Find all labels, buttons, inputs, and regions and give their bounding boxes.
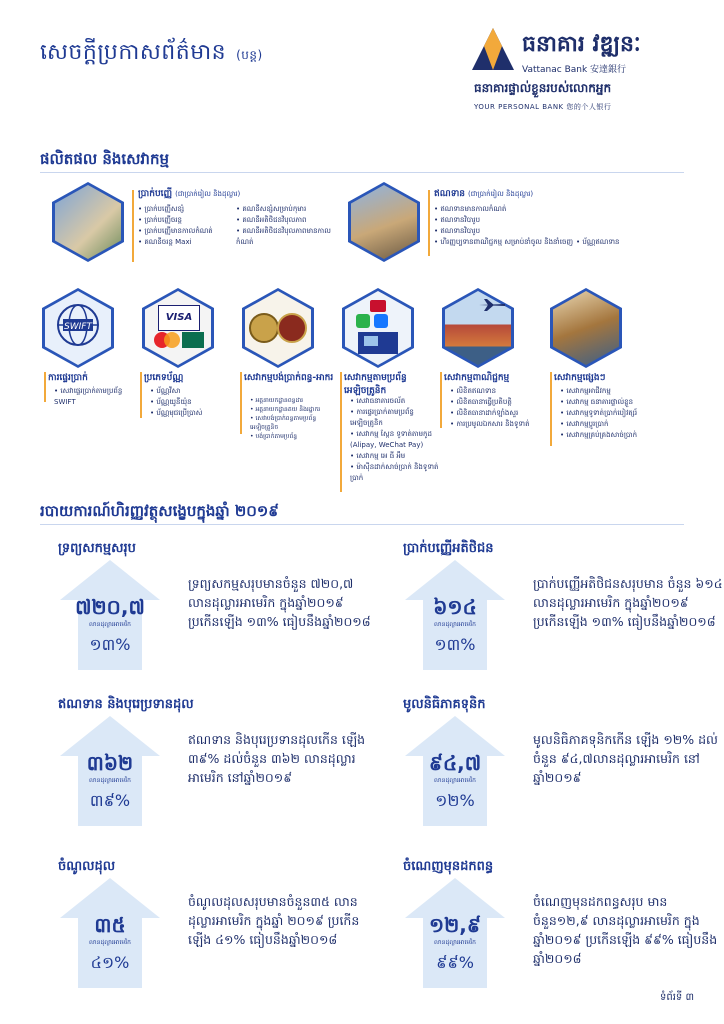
list-item: • ឥណទានមានកាលកំណត់ bbox=[434, 204, 584, 215]
stat-percent: ១៣% bbox=[89, 635, 131, 654]
stat-percent: ១២% bbox=[435, 791, 475, 810]
list-item: • លិខិតឥណទាន bbox=[450, 386, 546, 397]
globe-icon bbox=[55, 302, 101, 348]
deposits-heading-text: ប្រាក់បញ្ញើ bbox=[138, 189, 173, 199]
stat-description: ប្រាក់បញ្ញើអតិថិជនសរុបមាន ចំនួន ៦១៤ លានដុល្លារអាមេរិក ក្នុងឆ្នាំ២០១៩ ប្រកើនឡើង ១៣% ធៀបនឹងឆ្នាំ២០១៨ bbox=[533, 576, 723, 629]
stat-title: មូលនិធិភាគទុនិក bbox=[403, 697, 486, 712]
stat-description: ចំណូលដុលសរុបមានចំនួន៣៥ លានដុល្លារអាមេរិក ក្នុងឆ្នាំ ២០១៩ ប្រកើនឡើង ៤១% ធៀបនឹងឆ្នាំ២០១៨ bbox=[188, 894, 360, 947]
stat-value: ៦១៤ bbox=[433, 595, 477, 619]
deposits-heading bbox=[138, 188, 240, 201]
list-item: • សេវាបង់ប្រាក់ពន្ធតាមប្រព័ន្ធអេឡិចត្រូនិច bbox=[250, 414, 336, 432]
stat-title: ឥណទាន និងបុរេប្រទានដុល bbox=[58, 697, 194, 712]
stat-value: ៧២០,៧ bbox=[75, 595, 145, 619]
list-item: • ប្រាក់បញ្ញើចរន្ត bbox=[138, 215, 228, 226]
page-title-suffix: (បន្ត) bbox=[236, 48, 263, 62]
stat-description: ឥណទាន និងបុរេប្រទានដុលកើន ឡើង ៣៩% ដល់ចំនួន ៣៦២ លានដុល្លារអាមេរិក នៅឆ្នាំ២០១៩ bbox=[188, 732, 366, 785]
list-item: • ឥណទានវិបារូប bbox=[434, 215, 584, 226]
list-item: • ប័ណ្ណឥណទាន bbox=[576, 237, 619, 248]
stat-value: ៣៥ bbox=[94, 913, 126, 937]
list-item: • ម៉ាស៊ីនដាក់សាច់ប្រាក់ និងទូទាត់ប្រាក់ bbox=[350, 462, 442, 484]
list-item: • សេវាកម្ម ស្កែន ទូទាត់តាមកូដ (Alipay, WeChat Pay) bbox=[350, 429, 442, 451]
stat-value: ៣៦២ bbox=[86, 751, 134, 775]
airplane-icon bbox=[478, 298, 506, 312]
service-bar bbox=[550, 372, 552, 446]
list-item: • ហិរញ្ញប្បទានពាណិជ្ជកម្ម សម្រាប់នាំចូល និងនាំចេញ bbox=[434, 237, 584, 248]
service-bar bbox=[440, 372, 442, 428]
stat-percent: ១៣% bbox=[434, 635, 476, 654]
service-heading: ការផ្ទេរប្រាក់ bbox=[48, 373, 88, 383]
products-title: ផលិតផល និងសេវាកម្ម bbox=[40, 150, 170, 168]
list-item: • គណនីអតិថិជនវិបុលភាព bbox=[236, 215, 336, 226]
list-item: • ប័ណ្ណវីសា bbox=[150, 386, 240, 397]
loans-bar bbox=[428, 190, 430, 256]
products-divider bbox=[40, 172, 684, 173]
list-item: • សេវាកម្មប្ដូរប្រាក់ bbox=[560, 419, 680, 430]
list-item: • ការផ្ទេរប្រាក់តាមប្រព័ន្ធអេឡិចត្រូនិក bbox=[350, 407, 442, 429]
stat-title: ចំណេញមុនដកពន្ធ bbox=[403, 859, 494, 874]
list-item: • គណនីចរន្ត Maxi bbox=[138, 237, 228, 248]
loans-heading-sub: (ជាប្រាក់រៀល និងដុល្លារ) bbox=[467, 190, 534, 198]
stat-title: ប្រាក់បញ្ញើអតិថិជន bbox=[403, 541, 494, 556]
service-bar bbox=[44, 372, 46, 402]
visa-card-icon: VISA bbox=[158, 305, 200, 331]
stat-description: មូលនិធិភាគទុនិកកើន ឡើង ១២% ដល់ចំនួន ៩៤,៧លានដុល្លារអាមេរិក នៅឆ្នាំ២០១៩ bbox=[533, 732, 718, 785]
stat-title: ចំណូលដុល bbox=[58, 859, 116, 874]
loans-side bbox=[576, 237, 619, 248]
financial-title: របាយការណ៍ហិរញ្ញវត្ថុសង្ខេបក្នុងឆ្នាំ ២០១៩ bbox=[40, 502, 279, 520]
stat-title: ទ្រព្យសកម្មសរុប bbox=[58, 541, 136, 556]
service-heading: សេវាកម្មបង់ប្រាក់ពន្ធ-អាករ bbox=[244, 373, 334, 383]
stat-percent: ៣៩% bbox=[89, 791, 131, 810]
list-item: • សេវាកម្ម ធនាគារផ្ទាល់ខ្លួន bbox=[560, 397, 680, 408]
list-item: • សេវាកម្មទូទាត់ប្រាក់បៀវត្សរ៍ bbox=[560, 408, 680, 419]
stat-unit: លានដុល្លារអាមេរិក bbox=[89, 777, 131, 784]
list-item: • សេវាធនាគារចល័ត bbox=[350, 396, 442, 407]
service-heading: ប្រភេទប័ណ្ណ bbox=[144, 373, 184, 383]
loans-heading-text: ឥណទាន bbox=[434, 189, 465, 199]
list-item: • ប្រាក់បញ្ញើសន្សំ bbox=[138, 204, 228, 215]
list-item: • អគ្គនាយកដ្ឋានពន្ធដារ bbox=[250, 396, 336, 405]
logo-slogan-kh: ធនាគារផ្ទាល់ខ្លួនរបស់លោកអ្នក bbox=[474, 81, 612, 95]
swift-badge: SWIFT bbox=[64, 322, 92, 332]
loans-heading bbox=[434, 188, 533, 201]
service-bar bbox=[140, 372, 142, 418]
service-heading: សេវាកម្មតាមប្រព័ន្ធអេឡិចត្រូនិក bbox=[344, 373, 407, 396]
logo-slogan-en: YOUR PERSONAL BANK 您的个人银行 bbox=[474, 103, 612, 111]
deposits-list-1 bbox=[138, 204, 228, 248]
stat-value: ៩៤,៧ bbox=[428, 751, 482, 775]
page-number: ទំព័រទី ៣ bbox=[660, 992, 694, 1003]
service-list bbox=[54, 386, 134, 408]
service-list bbox=[150, 386, 240, 419]
deposits-heading-sub: (ជាប្រាក់រៀល និងដុល្លារ) bbox=[175, 190, 241, 198]
list-item: • សេវាកម្មគ្រប់គ្រងសាច់ប្រាក់ bbox=[560, 430, 680, 441]
list-item: • ប្រាក់បញ្ញើមានកាលកំណត់ bbox=[138, 226, 228, 237]
deposits-bar bbox=[132, 190, 134, 262]
loans-list bbox=[434, 204, 584, 248]
service-list bbox=[250, 396, 336, 441]
list-item: • ការប្រមូលឯកសារ និងទូទាត់ bbox=[450, 419, 546, 430]
list-item: • ប័ណ្ណមុជប្រើប្រាស់ bbox=[150, 408, 240, 419]
list-item: • លិខិតធានាធ្វើប្រតិបត្តិ bbox=[450, 397, 546, 408]
logo-name-en: Vattanac Bank 安達銀行 bbox=[522, 65, 627, 75]
tax-seal-icon bbox=[248, 308, 310, 348]
deposits-list-2 bbox=[236, 204, 336, 248]
stat-unit: លានដុល្លារអាមេរិក bbox=[434, 621, 476, 628]
service-bar bbox=[340, 372, 342, 492]
list-item: • សេវាកម្មអាជីវកម្ម bbox=[560, 386, 680, 397]
service-list bbox=[450, 386, 546, 430]
list-item: • គណនីសន្សំសម្រាប់កុមារ bbox=[236, 204, 336, 215]
bank-logo bbox=[470, 26, 700, 116]
list-item: • សេវាផ្ទេរប្រាក់តាមប្រព័ន្ធ SWIFT bbox=[54, 386, 134, 408]
atm-icon bbox=[350, 298, 406, 356]
page-title bbox=[40, 38, 263, 70]
list-item: • អគ្គនាយកដ្ឋានគយ និងរដ្ឋាករ bbox=[250, 405, 336, 414]
stat-description: ទ្រព្យសកម្មសរុបមានចំនួន ៧២០,៧ លានដុល្លារអាមេរិក ក្នុងឆ្នាំ២០១៩ ប្រកើនឡើង ១៣% ធៀបនឹងឆ្នាំ២០១៨ bbox=[188, 576, 371, 629]
list-item: • ឥណទានវិបារូប bbox=[434, 226, 584, 237]
financial-divider bbox=[40, 524, 684, 525]
stat-description: ចំណេញមុនដកពន្ធសរុប មាន ចំនួន១២,៩ លានដុល្លារអាមេរិក ក្នុងឆ្នាំ២០១៩ ប្រកើនឡើង ៩៩% ធៀបនឹងឆ្នាំ២០១៨ bbox=[533, 894, 718, 966]
list-item: • បង់ប្រាក់តាមប្រព័ន្ធ bbox=[250, 432, 336, 441]
stat-percent: ៤១% bbox=[90, 953, 130, 972]
stat-unit: លានដុល្លារអាមេរិក bbox=[89, 939, 131, 946]
list-item: • គណនីអតិថិជនវិបុលភាពមានកាលកំណត់ bbox=[236, 226, 336, 248]
service-heading: សេវាកម្មផ្សេងៗ bbox=[554, 373, 606, 383]
service-list bbox=[350, 396, 442, 484]
service-heading: សេវាកម្មពាណិជ្ជកម្ម bbox=[444, 373, 510, 383]
page-title-text: សេចក្ដីប្រកាសព័ត៌មាន bbox=[40, 40, 227, 65]
list-item: • លិខិតធានាដាក់ឡាំងសួរ bbox=[450, 408, 546, 419]
logo-name-kh: ធនាគារ វឌ្ឍនៈ bbox=[522, 32, 641, 57]
service-bar bbox=[240, 372, 242, 434]
stat-unit: លានដុល្លារអាមេរិក bbox=[434, 777, 476, 784]
mastercard-icon bbox=[150, 330, 206, 350]
stat-value: ១២,៩ bbox=[428, 913, 482, 937]
stat-unit: លានដុល្លារអាមេរិក bbox=[434, 939, 476, 946]
list-item: • ប័ណ្ណយូនីយ៉ុន bbox=[150, 397, 240, 408]
list-item: • សេវាកម្ម អេ ធី អឹម bbox=[350, 451, 442, 462]
stat-unit: លានដុល្លារអាមេរិក bbox=[89, 621, 131, 628]
stat-percent: ៩៩% bbox=[436, 953, 474, 972]
service-list bbox=[560, 386, 680, 441]
logo-mark-icon bbox=[470, 26, 516, 72]
